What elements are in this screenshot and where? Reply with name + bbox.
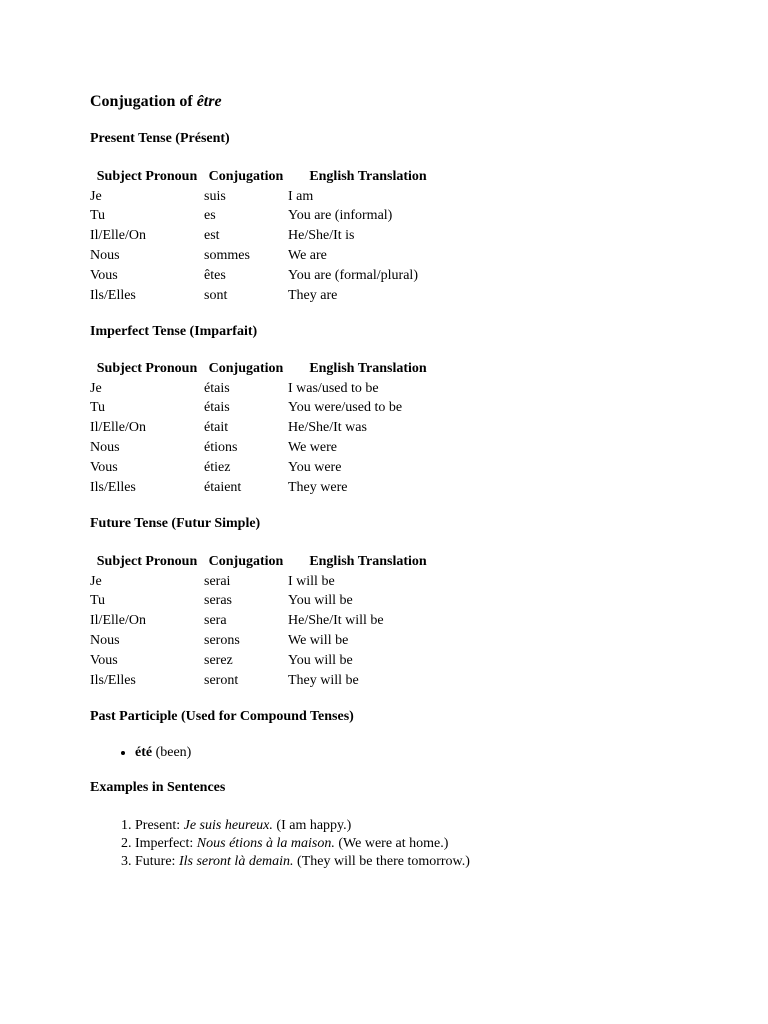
section-heading-past-participle: Past Participle (Used for Compound Tenses) xyxy=(90,709,354,724)
page-title xyxy=(90,93,222,111)
example-label: Present: xyxy=(135,818,184,833)
translation-cell: They were xyxy=(288,479,348,495)
pronoun-cell: Je xyxy=(90,380,102,396)
pronoun-cell: Il/Elle/On xyxy=(90,228,146,244)
table-row xyxy=(90,592,448,612)
list-item xyxy=(135,835,470,853)
title-prefix: Conjugation of xyxy=(90,93,197,110)
conjugation-cell: est xyxy=(204,228,220,244)
translation-cell: I am xyxy=(288,188,314,204)
pronoun-cell: Vous xyxy=(90,267,118,283)
pronoun-cell: Tu xyxy=(90,208,106,224)
column-header-conjugation: Conjugation xyxy=(208,168,284,184)
table-row xyxy=(90,286,448,306)
conjugation-cell: étais xyxy=(204,380,230,396)
column-header-translation: English Translation xyxy=(309,360,427,376)
conjugation-cell: sera xyxy=(204,613,227,629)
table-row xyxy=(90,207,448,227)
translation-cell: We will be xyxy=(288,633,349,649)
table-row xyxy=(90,246,448,266)
column-header-conjugation: Conjugation xyxy=(208,360,284,376)
list-item xyxy=(135,745,191,761)
section-heading-imperfect: Imperfect Tense (Imparfait) xyxy=(90,324,258,339)
column-header-subject: Subject Pronoun xyxy=(96,360,198,376)
example-english: (They will be there tomorrow.) xyxy=(293,854,470,869)
conjugation-cell: es xyxy=(204,208,216,224)
table-row xyxy=(90,572,448,592)
examples-list xyxy=(90,817,470,871)
column-header-conjugation: Conjugation xyxy=(208,553,284,569)
translation-cell: He/She/It was xyxy=(288,420,367,436)
translation-cell: He/She/It is xyxy=(288,228,355,244)
pronoun-cell: Je xyxy=(90,188,102,204)
table-row xyxy=(90,671,448,691)
conjugation-cell: étiez xyxy=(204,459,231,475)
conjugation-cell: serons xyxy=(204,633,240,649)
translation-cell: He/She/It will be xyxy=(288,613,384,629)
conjugation-cell: seront xyxy=(204,672,239,688)
column-header-subject: Subject Pronoun xyxy=(96,553,198,569)
pronoun-cell: Vous xyxy=(90,652,118,668)
pronoun-cell: Ils/Elles xyxy=(90,479,136,495)
conjugation-cell: seras xyxy=(204,593,232,609)
example-label: Imperfect: xyxy=(135,836,197,851)
column-header-translation: English Translation xyxy=(309,553,427,569)
pronoun-cell: Il/Elle/On xyxy=(90,613,146,629)
translation-cell: I will be xyxy=(288,573,335,589)
pronoun-cell: Tu xyxy=(90,593,106,609)
pronoun-cell: Ils/Elles xyxy=(90,672,136,688)
table-row xyxy=(90,651,448,671)
conjugation-cell: serez xyxy=(204,652,233,668)
column-header-translation: English Translation xyxy=(309,168,427,184)
example-french: Nous étions à la maison. xyxy=(196,836,335,851)
pronoun-cell: Nous xyxy=(90,440,120,456)
translation-cell: I was/used to be xyxy=(288,380,379,396)
pronoun-cell: Nous xyxy=(90,248,120,264)
conjugation-cell: étaient xyxy=(204,479,242,495)
conjugation-cell: étais xyxy=(204,400,230,416)
past-participle-word: été xyxy=(135,745,153,760)
list-item xyxy=(135,853,470,871)
conjugation-cell: étions xyxy=(204,440,238,456)
conjugation-cell: êtes xyxy=(204,267,226,283)
title-verb: être xyxy=(196,93,222,110)
present-tense-table xyxy=(90,167,448,306)
translation-cell: They are xyxy=(288,287,338,303)
section-heading-present: Present Tense (Présent) xyxy=(90,131,230,146)
conjugation-cell: serai xyxy=(204,573,231,589)
translation-cell: We were xyxy=(288,440,338,456)
past-participle-gloss: (been) xyxy=(152,745,192,760)
table-row xyxy=(90,438,448,458)
conjugation-cell: était xyxy=(204,420,229,436)
example-english: (We were at home.) xyxy=(334,836,449,851)
table-header-row xyxy=(90,167,448,187)
example-english: (I am happy.) xyxy=(272,818,352,833)
translation-cell: You are (formal/plural) xyxy=(288,267,418,283)
pronoun-cell: Tu xyxy=(90,400,106,416)
table-row xyxy=(90,611,448,631)
section-heading-examples: Examples in Sentences xyxy=(90,780,226,795)
conjugation-cell: suis xyxy=(204,188,226,204)
pronoun-cell: Je xyxy=(90,573,102,589)
example-french: Ils seront là demain. xyxy=(178,854,294,869)
column-header-subject: Subject Pronoun xyxy=(96,168,198,184)
example-label: Future: xyxy=(135,854,179,869)
table-row xyxy=(90,226,448,246)
table-row xyxy=(90,266,448,286)
pronoun-cell: Nous xyxy=(90,633,120,649)
pronoun-cell: Ils/Elles xyxy=(90,287,136,303)
pronoun-cell: Vous xyxy=(90,459,118,475)
translation-cell: You are (informal) xyxy=(288,208,393,224)
table-row xyxy=(90,399,448,419)
example-french: Je suis heureux. xyxy=(183,818,273,833)
translation-cell: You will be xyxy=(288,593,353,609)
pronoun-cell: Il/Elle/On xyxy=(90,420,146,436)
translation-cell: You will be xyxy=(288,652,353,668)
conjugation-cell: sont xyxy=(204,287,228,303)
past-participle-list xyxy=(90,745,191,761)
table-row xyxy=(90,187,448,207)
table-header-row xyxy=(90,359,448,379)
translation-cell: You were/used to be xyxy=(288,400,403,416)
section-heading-future: Future Tense (Futur Simple) xyxy=(90,516,261,531)
table-row xyxy=(90,631,448,651)
translation-cell: They will be xyxy=(288,672,359,688)
table-row xyxy=(90,458,448,478)
imperfect-tense-table xyxy=(90,359,448,498)
conjugation-cell: sommes xyxy=(204,248,250,264)
table-row xyxy=(90,478,448,498)
translation-cell: You were xyxy=(288,459,342,475)
translation-cell: We are xyxy=(288,248,327,264)
table-row xyxy=(90,379,448,399)
table-header-row xyxy=(90,552,448,572)
future-tense-table xyxy=(90,552,448,691)
list-item xyxy=(135,817,470,835)
table-row xyxy=(90,418,448,438)
